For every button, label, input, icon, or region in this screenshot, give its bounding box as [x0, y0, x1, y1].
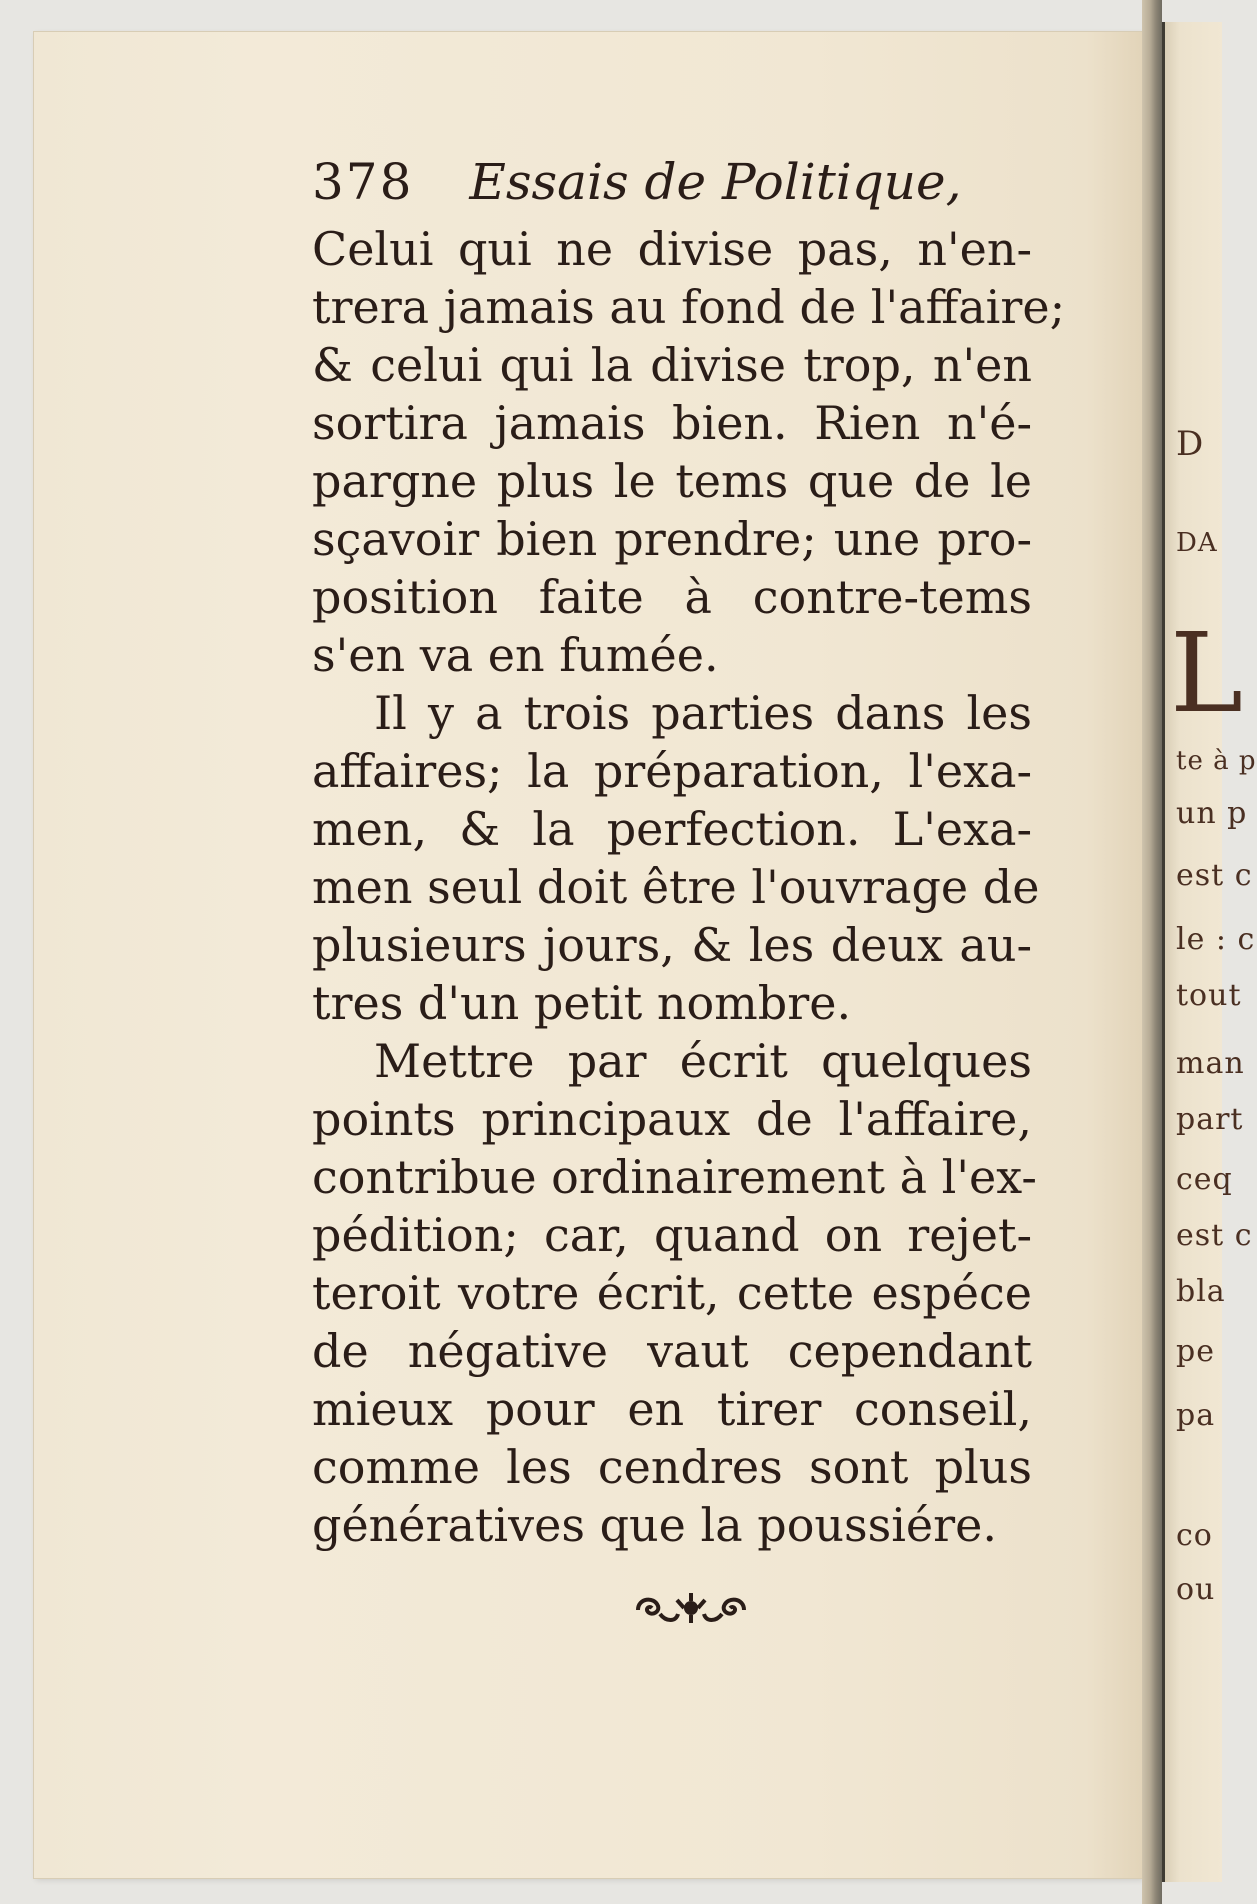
- right-page-fragment: ceq: [1176, 1162, 1233, 1197]
- right-page-fragment: co: [1176, 1518, 1213, 1553]
- text-line: de négative vaut cependant: [312, 1324, 1032, 1378]
- text-line: pédition; car, quand on rejet-: [312, 1208, 1032, 1262]
- right-page-fragment: te à p: [1176, 746, 1257, 776]
- text-line: contribue ordinairement à l'ex-: [312, 1150, 1037, 1204]
- paragraph-2: [312, 684, 1040, 1032]
- text-line: men, & la perfection. L'exa-: [312, 802, 1032, 856]
- right-page-fragment: man: [1176, 1046, 1245, 1081]
- text-line: Il y a trois parties dans les: [374, 686, 1032, 740]
- text-line: & celui qui la divise trop, n'en: [312, 338, 1032, 392]
- right-page-edge: [1162, 22, 1257, 1882]
- page-number: 378: [312, 153, 414, 211]
- right-page-fragment: bla: [1176, 1274, 1226, 1309]
- text-line: men seul doit être l'ouvrage de: [312, 860, 1040, 914]
- right-page-fragment: un p: [1176, 796, 1248, 831]
- right-page-fragment: part: [1176, 1102, 1244, 1137]
- text-line: Celui qui ne divise pas, n'en-: [312, 222, 1032, 276]
- right-page-fragment: est c: [1176, 1218, 1253, 1253]
- text-line: teroit votre écrit, cette espéce: [312, 1266, 1032, 1320]
- book-gutter: [1142, 0, 1162, 1904]
- right-page-fragment: le : c: [1176, 922, 1256, 957]
- text-line: plusieurs jours, & les deux au-: [312, 918, 1032, 972]
- text-line: pargne plus le tems que de le: [312, 454, 1032, 508]
- right-page-fragment: L: [1170, 609, 1245, 737]
- text-block: [312, 150, 1066, 1554]
- right-page-fragment: est c: [1176, 858, 1253, 893]
- page-header: [312, 150, 1032, 214]
- running-title: Essais de Politique,: [469, 153, 962, 211]
- text-line: mieux pour en tirer conseil,: [312, 1382, 1032, 1436]
- text-line: Mettre par écrit quelques: [374, 1034, 1032, 1088]
- text-line: génératives que la poussiére.: [312, 1498, 997, 1552]
- text-line: sortira jamais bien. Rien n'é-: [312, 396, 1032, 450]
- text-line: position faite à contre-tems: [312, 570, 1032, 624]
- text-line: sçavoir bien prendre; une pro-: [312, 512, 1032, 566]
- text-line: tres d'un petit nombre.: [312, 976, 852, 1030]
- text-line: comme les cendres sont plus: [312, 1440, 1032, 1494]
- right-page-fragment: pe: [1176, 1334, 1215, 1369]
- paragraph-3: [312, 1032, 1037, 1554]
- right-page-fragment: DA: [1176, 528, 1218, 558]
- right-page-fragment: pa: [1176, 1398, 1216, 1433]
- text-line: trera jamais au fond de l'affaire;: [312, 280, 1066, 334]
- text-line: points principaux de l'affaire,: [312, 1092, 1032, 1146]
- paragraph-1: [312, 220, 1066, 684]
- right-page-fragment: D: [1176, 424, 1205, 464]
- right-page-border: [1162, 22, 1165, 1882]
- text-line: s'en va en fumée.: [312, 628, 719, 682]
- right-page-fragment: ou: [1176, 1572, 1216, 1607]
- right-page-fragment: tout: [1176, 978, 1242, 1013]
- text-line: affaires; la préparation, l'exa-: [312, 744, 1032, 798]
- printer-ornament-icon: [630, 1588, 752, 1630]
